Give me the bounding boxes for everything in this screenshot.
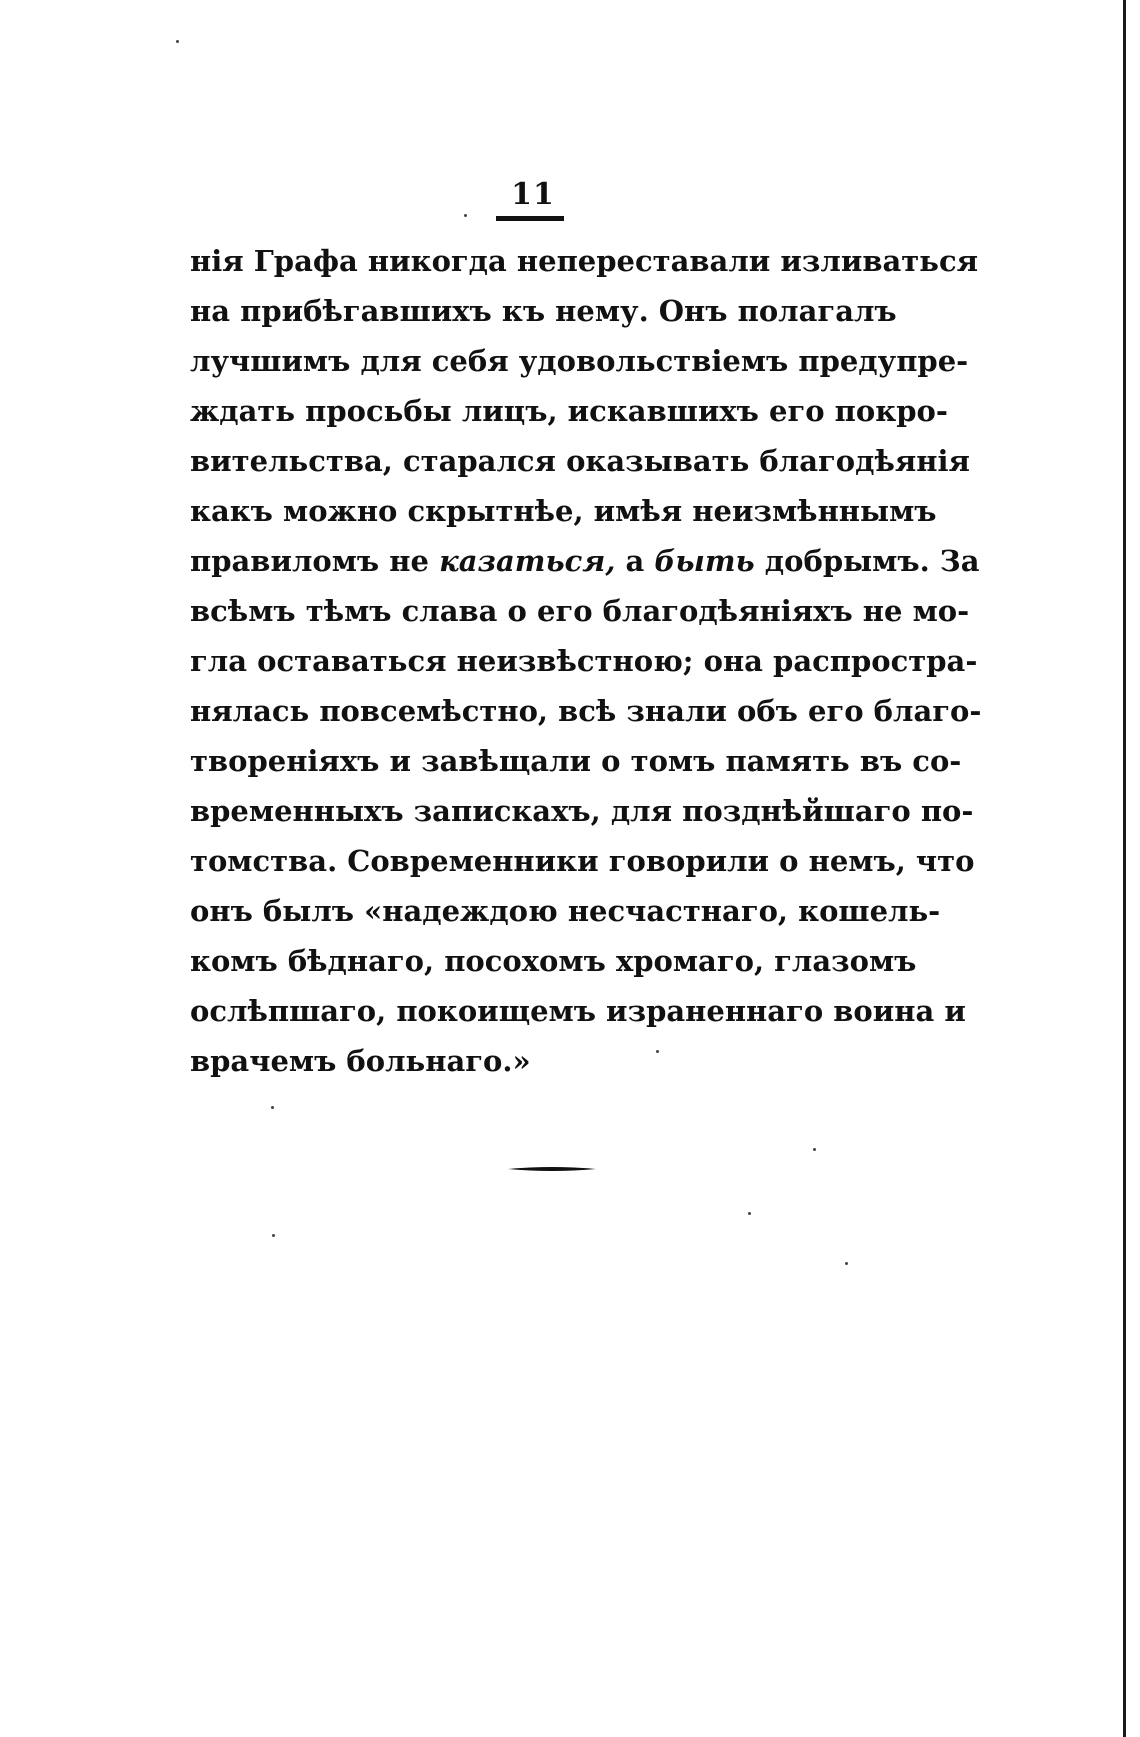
- text-line: [190, 586, 970, 636]
- text-run: какъ можно скрытнѣе, имѣя неизмѣннымъ: [190, 494, 937, 528]
- text-line: [190, 336, 969, 386]
- ink-speck: [272, 1234, 275, 1237]
- page-edge-line: [1123, 0, 1126, 1737]
- text-run: нія Графа никогда непереставали изливаться: [190, 244, 979, 278]
- text-line: [190, 486, 937, 536]
- text-run: томства. Современники говорили о немъ, что: [190, 844, 975, 878]
- body-text: [190, 236, 982, 1086]
- ink-speck: [845, 1262, 848, 1265]
- ink-speck: [748, 1212, 751, 1215]
- text-run: онъ былъ «надеждою несчастнаго, кошель-: [190, 894, 941, 928]
- text-run: а: [615, 544, 655, 578]
- text-line: [190, 786, 974, 836]
- text-run: врачемъ больнаго.»: [190, 1044, 531, 1078]
- text-line: [190, 936, 917, 986]
- ink-speck: [271, 1106, 274, 1109]
- ink-speck: [176, 40, 179, 43]
- text-line: [190, 386, 948, 436]
- text-run: ослѣпшаго, покоищемъ израненнаго воина и: [190, 994, 966, 1028]
- text-run: всѣмъ тѣмъ слава о его благодѣяніяхъ не мо-: [190, 594, 970, 628]
- text-line: [190, 536, 980, 586]
- text-line: [190, 286, 897, 336]
- ink-speck: [464, 214, 467, 217]
- text-line: [190, 636, 978, 686]
- text-line: [190, 836, 975, 886]
- text-run: твореніяхъ и завѣщали о томъ память въ со-: [190, 744, 962, 778]
- text-line: [190, 436, 970, 486]
- text-line: [190, 886, 941, 936]
- text-run: на прибѣгавшихъ къ нему. Онъ полагалъ: [190, 294, 897, 328]
- text-run: правиломъ не: [190, 544, 440, 578]
- italic-word: казаться,: [439, 544, 616, 578]
- page-number: 11: [511, 177, 555, 212]
- closing-ornament-rule: [508, 1164, 596, 1174]
- text-run: лучшимъ для себя удовольствіемъ предупре-: [190, 344, 969, 378]
- text-line: [190, 736, 962, 786]
- text-run: временныхъ запискахъ, для позднѣйшаго по-: [190, 794, 974, 828]
- text-line: [190, 986, 966, 1036]
- text-line: [190, 236, 979, 286]
- ink-speck: [813, 1148, 816, 1151]
- text-run: добрымъ. За: [754, 544, 980, 578]
- italic-word: быть: [654, 544, 755, 578]
- page-number-underline: [496, 216, 564, 221]
- text-line: [190, 1036, 880, 1086]
- text-run: комъ бѣднаго, посохомъ хромаго, глазомъ: [190, 944, 917, 978]
- text-run: нялась повсемѣстно, всѣ знали объ его благо-: [190, 694, 982, 728]
- text-run: вительства, старался оказывать благодѣянія: [190, 444, 970, 478]
- text-line: [190, 686, 982, 736]
- ink-speck: [656, 1050, 659, 1053]
- text-run: гла оставаться неизвѣстною; она распростра-: [190, 644, 978, 678]
- text-run: ждать просьбы лицъ, искавшихъ его покро-: [190, 394, 948, 428]
